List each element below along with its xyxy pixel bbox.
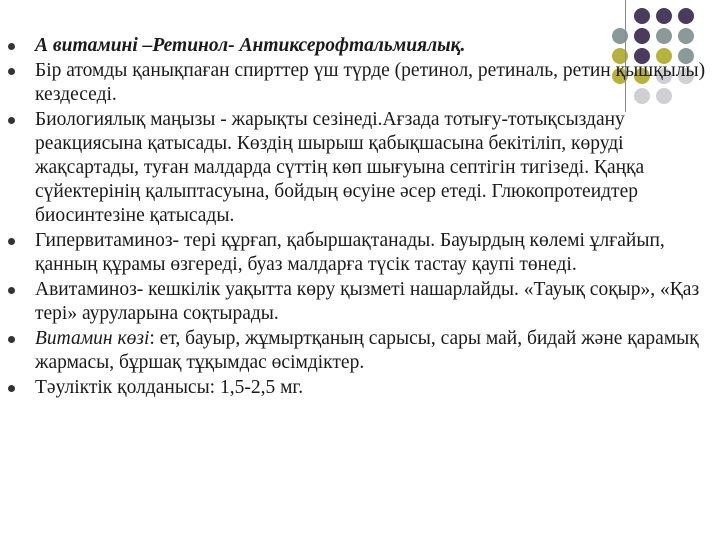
bullet-icon	[8, 336, 15, 343]
bullet-item-sources	[8, 327, 713, 375]
slide-heading: А витамині –Ретинол- Антиксерофтальмиялық.	[35, 35, 466, 56]
bullet-item-forms	[8, 59, 713, 107]
bullet-item-avitaminosis	[8, 278, 713, 326]
bullet-item-hypervitaminosis	[8, 229, 713, 277]
bullet-icon	[8, 287, 15, 294]
bullet-item-daily-dose	[8, 376, 713, 400]
bullet-list	[8, 34, 713, 401]
decorative-dot	[656, 8, 672, 24]
bullet-text: : ет, бауыр, жұмыртқаның сарысы, сары май, бидай және қарамық жармасы, бұршақ тұқымдас өсімдіктер.	[35, 328, 699, 373]
bullet-icon	[8, 117, 15, 124]
decorative-dot	[678, 8, 694, 24]
bullet-icon	[8, 43, 15, 50]
bullet-text: Бір атомды қанықпаған спирттер үш түрде (ретинол, ретиналь, ретин қышқылы) кездеседі.	[35, 60, 706, 105]
decorative-dot	[634, 8, 650, 24]
bullet-item-title	[8, 34, 713, 58]
bullet-item-biological-role	[8, 108, 713, 228]
bullet-icon	[8, 68, 15, 75]
bullet-label: Витамин көзі	[35, 328, 150, 349]
bullet-text: Гипервитаминоз- тері құрғап, қабыршақтанады. Бауырдың көлемі ұлғайып, қанның құрамы өзгереді, буаз малдарға түсік тастау қаупі төнеді.	[35, 230, 665, 275]
bullet-icon	[8, 238, 15, 245]
bullet-icon	[8, 385, 15, 392]
bullet-text: Тәуліктік қолданысы: 1,5-2,5 мг.	[35, 377, 304, 398]
bullet-text: Авитаминоз- кешкілік уақытта көру қызметі нашарлайды. «Тауық соқыр», «Қаз тері» ауруларына соқтырады.	[35, 279, 700, 324]
bullet-text: Биологиялық маңызы - жарықты сезінеді.Ағзада тотығу-тотықсыздану реакциясына қатысады. Көздің шырыш қабықшасына бекітіліп, көруді жақсартады, туған малдарда сүттің көп шығуына септігін тигізеді. Қаңқа сүйектерінің қалыптасуына, бойдың өсуіне әсер етеді. Глюкопротеидтер биосинтезіне қатысады.	[35, 109, 645, 226]
